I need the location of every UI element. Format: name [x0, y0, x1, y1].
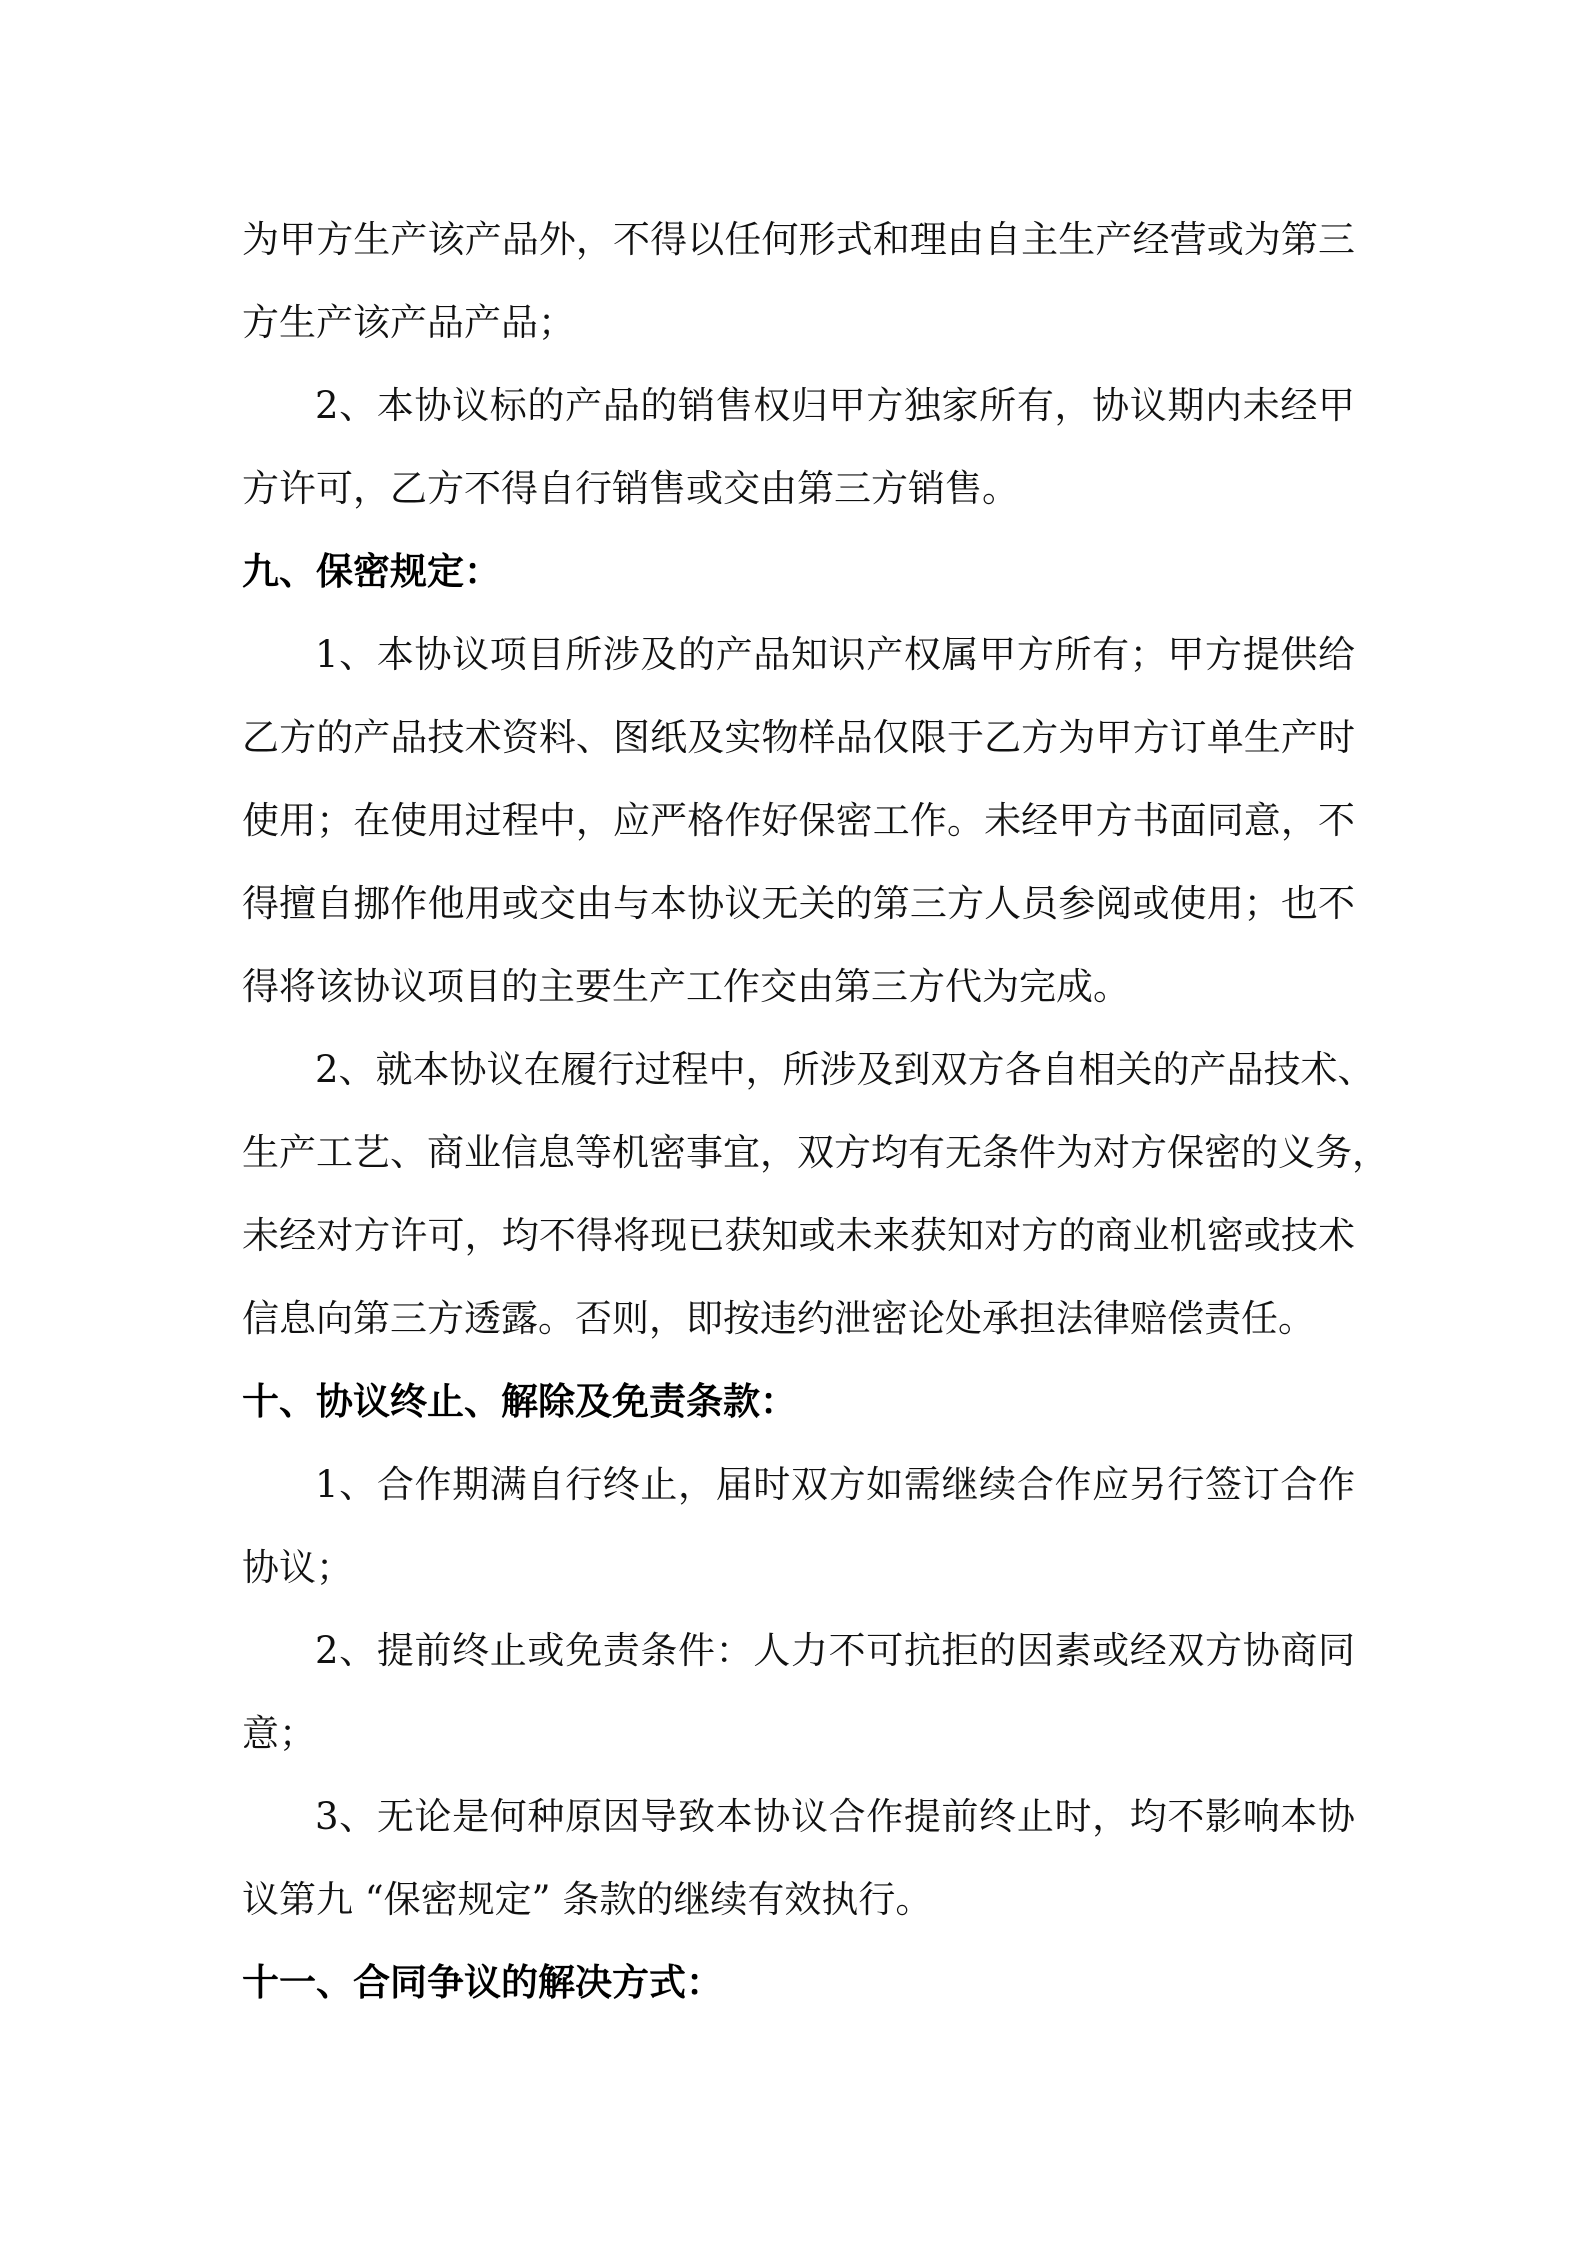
body-text-line: 方许可，乙方不得自行销售或交由第三方销售。	[242, 467, 1019, 510]
body-text-line: 信息向第三方透露。否则，即按违约泄密论处承担法律赔偿责任。	[242, 1297, 1315, 1340]
body-text-line: 1、本协议项目所涉及的产品知识产权属甲方所有；甲方提供给	[315, 633, 1355, 676]
body-text-line: 为甲方生产该产品外，不得以任何形式和理由自主生产经营或为第三	[242, 218, 1355, 261]
body-text-line: 使用；在使用过程中，应严格作好保密工作。未经甲方书面同意，不	[242, 799, 1355, 842]
body-text-line: 议第九 “保密规定” 条款的继续有效执行。	[242, 1878, 933, 1921]
body-text-line: 乙方的产品技术资料、图纸及实物样品仅限于乙方为甲方订单生产时	[242, 716, 1355, 759]
body-text-line: 1、合作期满自行终止，届时双方如需继续合作应另行签订合作	[315, 1463, 1355, 1506]
body-text-line: 未经对方许可，均不得将现已获知或未来获知对方的商业机密或技术	[242, 1214, 1355, 1257]
body-text-line: 2、本协议标的产品的销售权归甲方独家所有，协议期内未经甲	[315, 384, 1355, 427]
body-text-line: 3、无论是何种原因导致本协议合作提前终止时，均不影响本协	[315, 1795, 1355, 1838]
section-heading: 九、保密规定：	[242, 550, 501, 593]
section-heading: 十一、合同争议的解决方式：	[242, 1961, 723, 2004]
body-text-line: 方生产该产品产品；	[242, 301, 575, 344]
body-text-line: 生产工艺、商业信息等机密事宜，双方均有无条件为对方保密的义务，	[242, 1131, 1389, 1174]
section-heading: 十、协议终止、解除及免责条款：	[242, 1380, 797, 1423]
body-text-line: 协议；	[242, 1546, 353, 1589]
body-text-line: 得擅自挪作他用或交由与本协议无关的第三方人员参阅或使用；也不	[242, 882, 1355, 925]
body-text-line: 2、提前终止或免责条件：人力不可抗拒的因素或经双方协商同	[315, 1629, 1355, 1672]
body-text-line: 得将该协议项目的主要生产工作交由第三方代为完成。	[242, 965, 1130, 1008]
body-text-line: 2、就本协议在履行过程中，所涉及到双方各自相关的产品技术、	[315, 1048, 1375, 1091]
body-text-line: 意；	[242, 1712, 316, 1755]
